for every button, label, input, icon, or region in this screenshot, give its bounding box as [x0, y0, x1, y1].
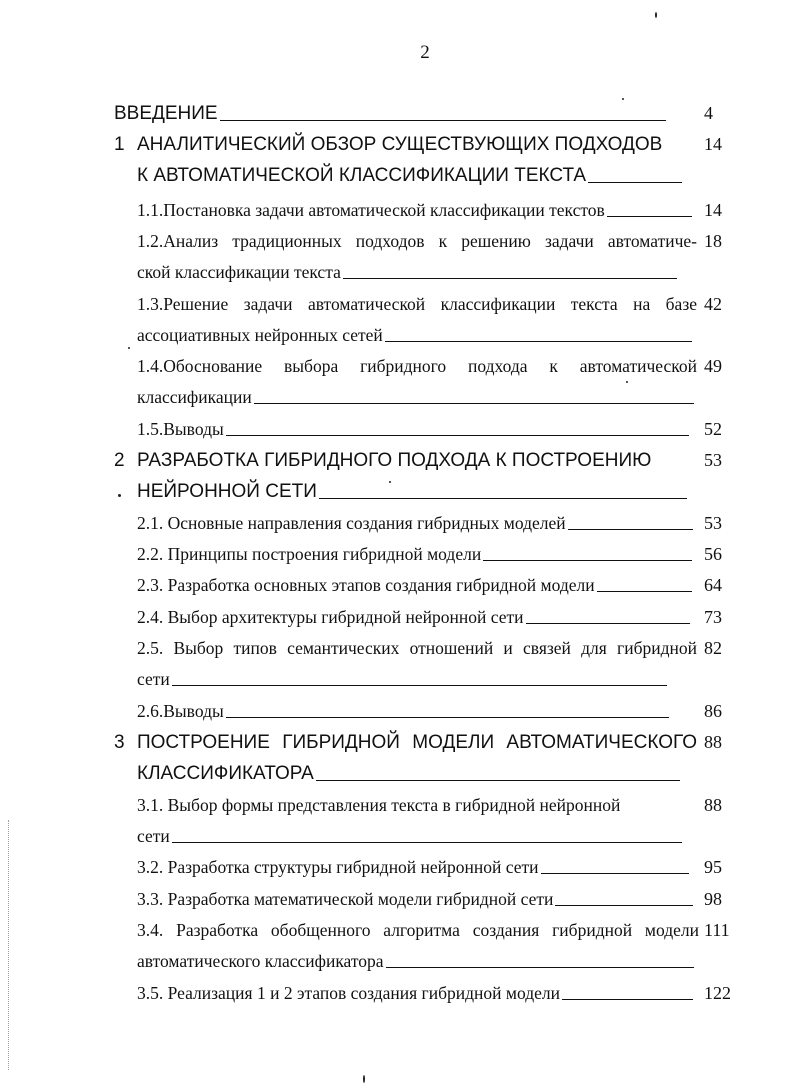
- toc-page-number: 4: [704, 103, 713, 123]
- toc-page-number: 86: [704, 701, 722, 721]
- toc-section-2-5-cont: [0, 669, 799, 699]
- toc-page-number: 88: [704, 732, 722, 752]
- toc-chapter-3-cont: [0, 763, 799, 793]
- toc-page-number: 95: [704, 857, 722, 877]
- section-title-line1: 3.4. Разработка обобщенного алгоритма создания гибридной модели: [137, 920, 699, 940]
- toc-section-3-4-cont: [0, 951, 799, 981]
- leader-line: [319, 498, 687, 499]
- leader-line: [172, 685, 667, 686]
- toc-section-2-6: [0, 701, 799, 731]
- section-title-line1: 2.5. Выбор типов семантических отношений и связей для гибридной: [137, 638, 697, 658]
- toc-section-1-3-cont: [0, 325, 799, 355]
- toc-entry-intro: [0, 103, 799, 133]
- toc-section-2-4: [0, 607, 799, 637]
- toc-page-number: 82: [704, 638, 722, 658]
- section-title: 2.2. Принципы построения гибридной модели: [137, 544, 482, 564]
- toc-page-number: 53: [704, 450, 722, 470]
- leader-line: [343, 278, 677, 279]
- leader-line: [607, 216, 692, 217]
- section-title-line1: 1.3.Решение задачи автоматической классификации текста на базе: [137, 294, 697, 314]
- leader-line: [483, 560, 692, 561]
- toc-page-number: 18: [704, 231, 722, 251]
- chapter-title-line1: ПОСТРОЕНИЕ ГИБРИДНОЙ МОДЕЛИ АВТОМАТИЧЕСКОГО: [137, 732, 697, 753]
- toc-section-1-2: [0, 231, 799, 261]
- scan-speck: [118, 494, 121, 497]
- section-title: 2.4. Выбор архитектуры гибридной нейронной сети: [137, 607, 524, 627]
- section-title: 1.1.Постановка задачи автоматической классификации текстов: [137, 200, 605, 220]
- toc-page-number: 53: [704, 513, 722, 533]
- page-number: 2: [420, 42, 430, 63]
- toc-page-number: 122: [704, 983, 731, 1003]
- toc-chapter-1-cont: [0, 165, 799, 195]
- chapter-title-line2: НЕЙРОННОЙ СЕТИ: [137, 481, 317, 502]
- leader-line: [526, 623, 690, 624]
- leader-line: [172, 842, 682, 843]
- section-title: 2.6.Выводы: [137, 701, 224, 721]
- toc-section-3-4: [0, 920, 799, 950]
- leader-line: [226, 435, 689, 436]
- leader-line: [226, 717, 669, 718]
- section-title-line2: ской классификации текста: [137, 262, 341, 282]
- leader-line: [385, 341, 692, 342]
- chapter-title-line1: РАЗРАБОТКА ГИБРИДНОГО ПОДХОДА К ПОСТРОЕНИЮ: [137, 450, 652, 471]
- chapter-number: 2: [114, 450, 125, 471]
- leader-line: [597, 591, 692, 592]
- section-title: 3.2. Разработка структуры гибридной нейронной сети: [137, 857, 539, 877]
- toc-section-3-1-cont: [0, 826, 799, 856]
- section-title: 3.3. Разработка математической модели гибридной сети: [137, 889, 554, 909]
- chapter-title-line2: КЛАССИФИКАТОРА: [137, 763, 314, 784]
- toc-section-3-5: [0, 983, 799, 1013]
- toc-page-number: 98: [704, 889, 722, 909]
- chapter-title-line1: АНАЛИТИЧЕСКИЙ ОБЗОР СУЩЕСТВУЮЩИХ ПОДХОДОВ: [137, 134, 663, 155]
- chapter-number: 1: [114, 134, 125, 155]
- section-title: 2.1. Основные направления создания гибридных моделей: [137, 513, 566, 533]
- scan-speck: [626, 381, 628, 383]
- toc-section-2-1: [0, 513, 799, 543]
- toc-page-number: 111: [704, 920, 730, 940]
- section-title: 3.5. Реализация 1 и 2 этапов создания гибридной модели: [137, 983, 560, 1003]
- toc-page-number: 49: [704, 356, 722, 376]
- section-title-line2: автоматического классификатора: [137, 951, 384, 971]
- section-title-line2: сети: [137, 669, 170, 689]
- leader-line: [555, 905, 693, 906]
- scan-speck: [363, 1075, 365, 1083]
- toc-section-1-5: [0, 419, 799, 449]
- section-title-line2: ассоциативных нейронных сетей: [137, 325, 383, 345]
- toc-section-3-2: [0, 857, 799, 887]
- toc-page-number: 42: [704, 294, 722, 314]
- toc-page-number: 64: [704, 575, 722, 595]
- toc-page-number: 14: [704, 200, 722, 220]
- section-title-line1: 1.2.Анализ традиционных подходов к решению задачи автоматиче-: [137, 231, 697, 251]
- toc-chapter-2: [0, 450, 799, 480]
- toc-page-number: 88: [704, 795, 722, 815]
- toc-page-number: 52: [704, 419, 722, 439]
- leader-line: [386, 967, 694, 968]
- section-title-line1: 3.1. Выбор формы представления текста в гибридной нейронной: [137, 795, 621, 815]
- toc-section-2-3: [0, 575, 799, 605]
- toc-section-1-4-cont: [0, 387, 799, 417]
- section-title: 2.3. Разработка основных этапов создания гибридной модели: [137, 575, 595, 595]
- section-title-line1: 1.4.Обоснование выбора гибридного подхода к автоматической: [137, 356, 697, 376]
- leader-line: [562, 999, 693, 1000]
- leader-line: [220, 120, 666, 121]
- section-title: 1.5.Выводы: [137, 419, 224, 439]
- toc-section-2-2: [0, 544, 799, 574]
- section-title-line2: сети: [137, 826, 170, 846]
- toc-page-number: 73: [704, 607, 722, 627]
- toc-section-3-3: [0, 889, 799, 919]
- leader-line: [316, 780, 680, 781]
- toc-page-number: 56: [704, 544, 722, 564]
- toc-section-3-1: [0, 795, 799, 825]
- scan-edge-artifact: [8, 820, 12, 1070]
- scan-speck: [389, 481, 391, 483]
- toc-chapter-3: [0, 732, 799, 762]
- toc-page-number: 14: [704, 134, 722, 154]
- toc-entry-title: ВВЕДЕНИЕ: [114, 103, 218, 124]
- chapter-title-line2: К АВТОМАТИЧЕСКОЙ КЛАССИФИКАЦИИ ТЕКСТА: [137, 165, 587, 186]
- toc-section-1-2-cont: [0, 262, 799, 292]
- scan-speck: [128, 347, 130, 349]
- scan-speck: [655, 12, 657, 18]
- chapter-number: 3: [114, 732, 125, 753]
- toc-section-2-5: [0, 638, 799, 668]
- toc-section-1-4: [0, 356, 799, 386]
- leader-line: [541, 873, 689, 874]
- leader-line: [568, 529, 693, 530]
- leader-line: [588, 182, 682, 183]
- section-title-line2: классификации: [137, 387, 252, 407]
- toc-chapter-1: [0, 134, 799, 164]
- leader-line: [254, 403, 694, 404]
- toc-section-1-3: [0, 294, 799, 324]
- toc-section-1-1: [0, 200, 799, 230]
- scan-speck: [622, 98, 624, 100]
